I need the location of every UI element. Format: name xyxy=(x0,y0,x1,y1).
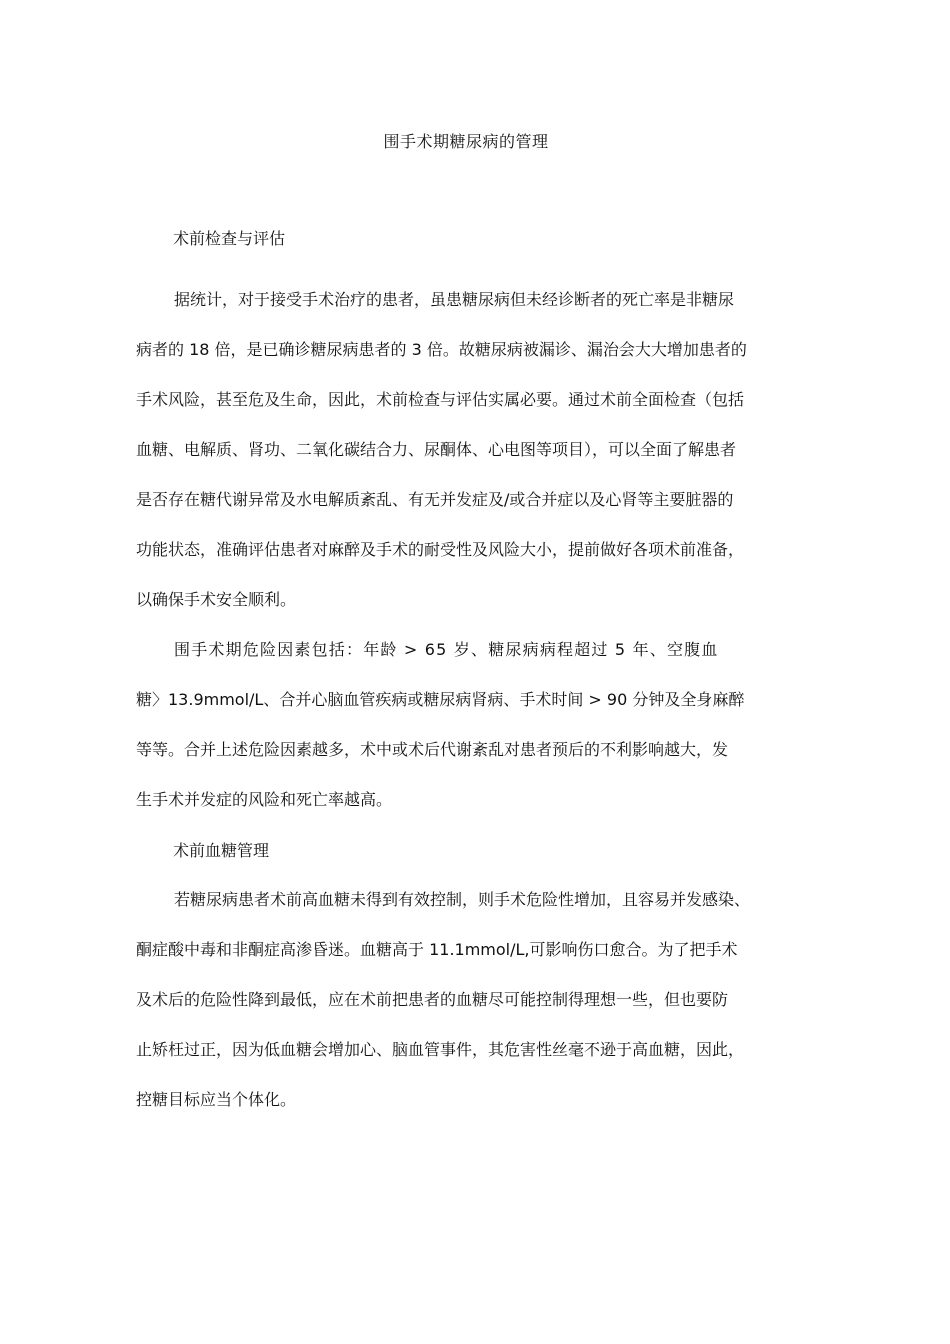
paragraph-line: 围手术期危险因素包括：年龄 > 65 岁、糖尿病病程超过 5 年、空腹血 xyxy=(174,640,719,659)
paragraph-line: 生手术并发症的风险和死亡率越高。 xyxy=(136,790,393,809)
paragraph-glucose-control xyxy=(136,875,830,1125)
paragraph-line: 酮症酸中毒和非酮症高渗昏迷。血糖高于 11.1mmol/L,可影响伤口愈合。为了把手术 xyxy=(136,940,738,959)
paragraph-line: 是否存在糖代谢异常及水电解质紊乱、有无并发症及/或合并症以及心肾等主要脏器的 xyxy=(136,490,734,509)
paragraph-line: 血糖、电解质、肾功、二氧化碳结合力、尿酮体、心电图等项目），可以全面了解患者 xyxy=(136,440,737,459)
paragraph-line: 及术后的危险性降到最低，应在术前把患者的血糖尽可能控制得理想一些，但也要防 xyxy=(136,990,729,1009)
paragraph-line: 功能状态，准确评估患者对麻醉及手术的耐受性及风险大小，提前做好各项术前准备， xyxy=(136,540,745,559)
paragraph-statistics xyxy=(136,275,830,625)
document-title: 围手术期糖尿病的管理 xyxy=(383,132,549,151)
paragraph-line: 糖〉13.9mmol/L、合并心脑血管疾病或糖尿病肾病、手术时间 > 90 分钟及全身麻醉 xyxy=(136,690,745,709)
paragraph-line: 以确保手术安全顺利。 xyxy=(136,590,297,609)
section-heading-preop-glucose: 术前血糖管理 xyxy=(173,841,270,860)
paragraph-line: 止矫枉过正，因为低血糖会增加心、脑血管事件，其危害性丝毫不逊于高血糖，因此， xyxy=(136,1040,745,1059)
document-body xyxy=(136,225,830,1147)
paragraph-line: 等等。合并上述危险因素越多，术中或术后代谢紊乱对患者预后的不利影响越大，发 xyxy=(136,740,729,759)
paragraph-line: 若糖尿病患者术前高血糖未得到有效控制，则手术危险性增加，且容易并发感染、 xyxy=(174,890,751,909)
paragraph-risk-factors xyxy=(136,625,830,825)
section-heading-preop-exam: 术前检查与评估 xyxy=(173,229,286,248)
paragraph-line: 控糖目标应当个体化。 xyxy=(136,1090,297,1109)
paragraph-line: 据统计，对于接受手术治疗的患者，虽患糖尿病但未经诊断者的死亡率是非糖尿 xyxy=(174,290,735,309)
paragraph-line: 手术风险，甚至危及生命，因此，术前检查与评估实属必要。通过术前全面检查（包括 xyxy=(136,390,745,409)
paragraph-line: 病者的 18 倍，是已确诊糖尿病患者的 3 倍。故糖尿病被漏诊、漏治会大大增加患者的 xyxy=(136,340,747,359)
